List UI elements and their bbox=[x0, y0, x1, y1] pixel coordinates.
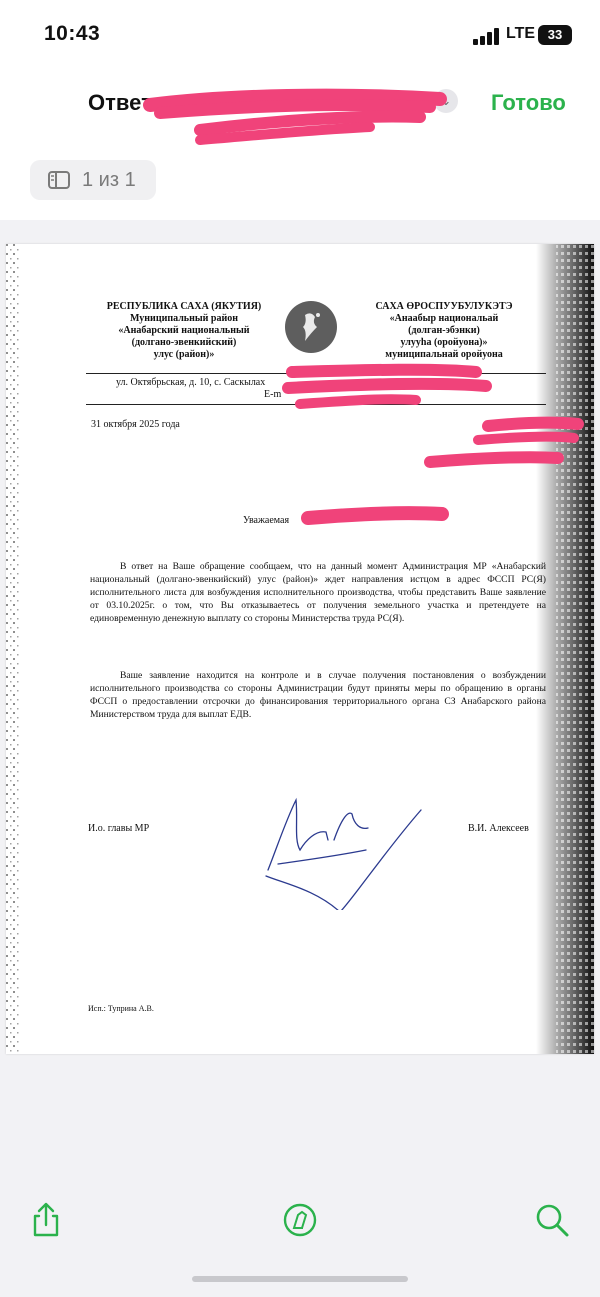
emblem-logo bbox=[285, 301, 337, 353]
header-right-line: САХА ӨРОСПУУБУЛУКЭТЭ bbox=[375, 301, 513, 312]
battery-icon: 33 bbox=[538, 25, 572, 45]
scan-noise-right bbox=[536, 244, 594, 1054]
markup-icon[interactable] bbox=[280, 1200, 320, 1240]
header-left-line: РЕСПУБЛИКА САХА (ЯКУТИЯ) bbox=[106, 301, 262, 312]
email-line: E-m bbox=[264, 389, 282, 400]
share-icon[interactable] bbox=[26, 1200, 66, 1240]
status-time: 10:43 bbox=[44, 22, 101, 45]
body-paragraph-1: В ответ на Ваше обращение сообщаем, что на данный момент Администрация МР «Анабарский национальный (долгано-эвенкийский) улус (район)» ждет направления истцом в адрес ФССП РС(Я) исполнительного листа для возбуждения исполнительного производства, чтобы представить Ваше заявление от 03.10.2025г. о том, что Вы отказываетесь от получения земельного участка и претендуете на единовременную денежную выплату со стороны Министерства труда РС(Я). bbox=[90, 561, 546, 624]
signature-image bbox=[256, 780, 426, 910]
sidebar-icon bbox=[48, 171, 70, 189]
header-right-line: «Анаабыр национальай bbox=[389, 313, 499, 324]
header-left bbox=[84, 301, 284, 361]
cellular-signal-icon bbox=[473, 27, 501, 45]
header-left-line: улус (район)» bbox=[153, 349, 215, 360]
header-left-line: «Анабарский национальный bbox=[118, 325, 250, 336]
signer-title: И.о. главы МР bbox=[88, 823, 150, 834]
search-icon[interactable] bbox=[532, 1200, 572, 1240]
address-line: ул. Октябрьская, д. 10, с. Саскылах bbox=[116, 377, 266, 388]
header-right-line: (долган-эбэнки) bbox=[408, 325, 480, 336]
done-button[interactable]: Готово bbox=[491, 90, 566, 115]
status-bar bbox=[0, 0, 600, 60]
letter-date: 31 октября 2025 года bbox=[91, 419, 180, 430]
header-left-line: Муниципальный район bbox=[129, 313, 239, 324]
header-right bbox=[344, 301, 544, 361]
scan-noise-left bbox=[6, 244, 36, 1054]
greeting: Уважаемая bbox=[243, 515, 290, 526]
document-title[interactable]: Ответ bbox=[88, 90, 152, 115]
header-right-line: муниципальнай оройуона bbox=[385, 349, 503, 360]
page-thumbnails-button[interactable] bbox=[30, 160, 156, 200]
header-rule bbox=[86, 373, 546, 374]
chevron-down-icon[interactable]: ⌄ bbox=[434, 89, 458, 113]
home-indicator[interactable] bbox=[192, 1276, 408, 1282]
document-page bbox=[6, 244, 594, 1054]
body-paragraph-2: Ваше заявление находится на контроле и в случае получения постановления о возбуждении исполнительного производства со стороны Администрации будут приняты меры по обращению в органы ФССП о предоставлении отсрочки до финансирования территориального органа СЗ Анабарского района Министерством труда для выплат ЕДВ. bbox=[90, 670, 546, 720]
network-type: LTE bbox=[506, 25, 536, 42]
page-counter: 1 из 1 bbox=[82, 169, 136, 191]
header-rule bbox=[86, 404, 546, 405]
header-right-line: улууһа (оройуона)» bbox=[400, 337, 488, 348]
header-left-line: (долгано-эвенкийский) bbox=[131, 337, 237, 348]
preview-navbar bbox=[0, 60, 600, 220]
executor-line: Исп.: Туприна А.В. bbox=[88, 1004, 154, 1013]
signer-name: В.И. Алексеев bbox=[468, 823, 529, 834]
